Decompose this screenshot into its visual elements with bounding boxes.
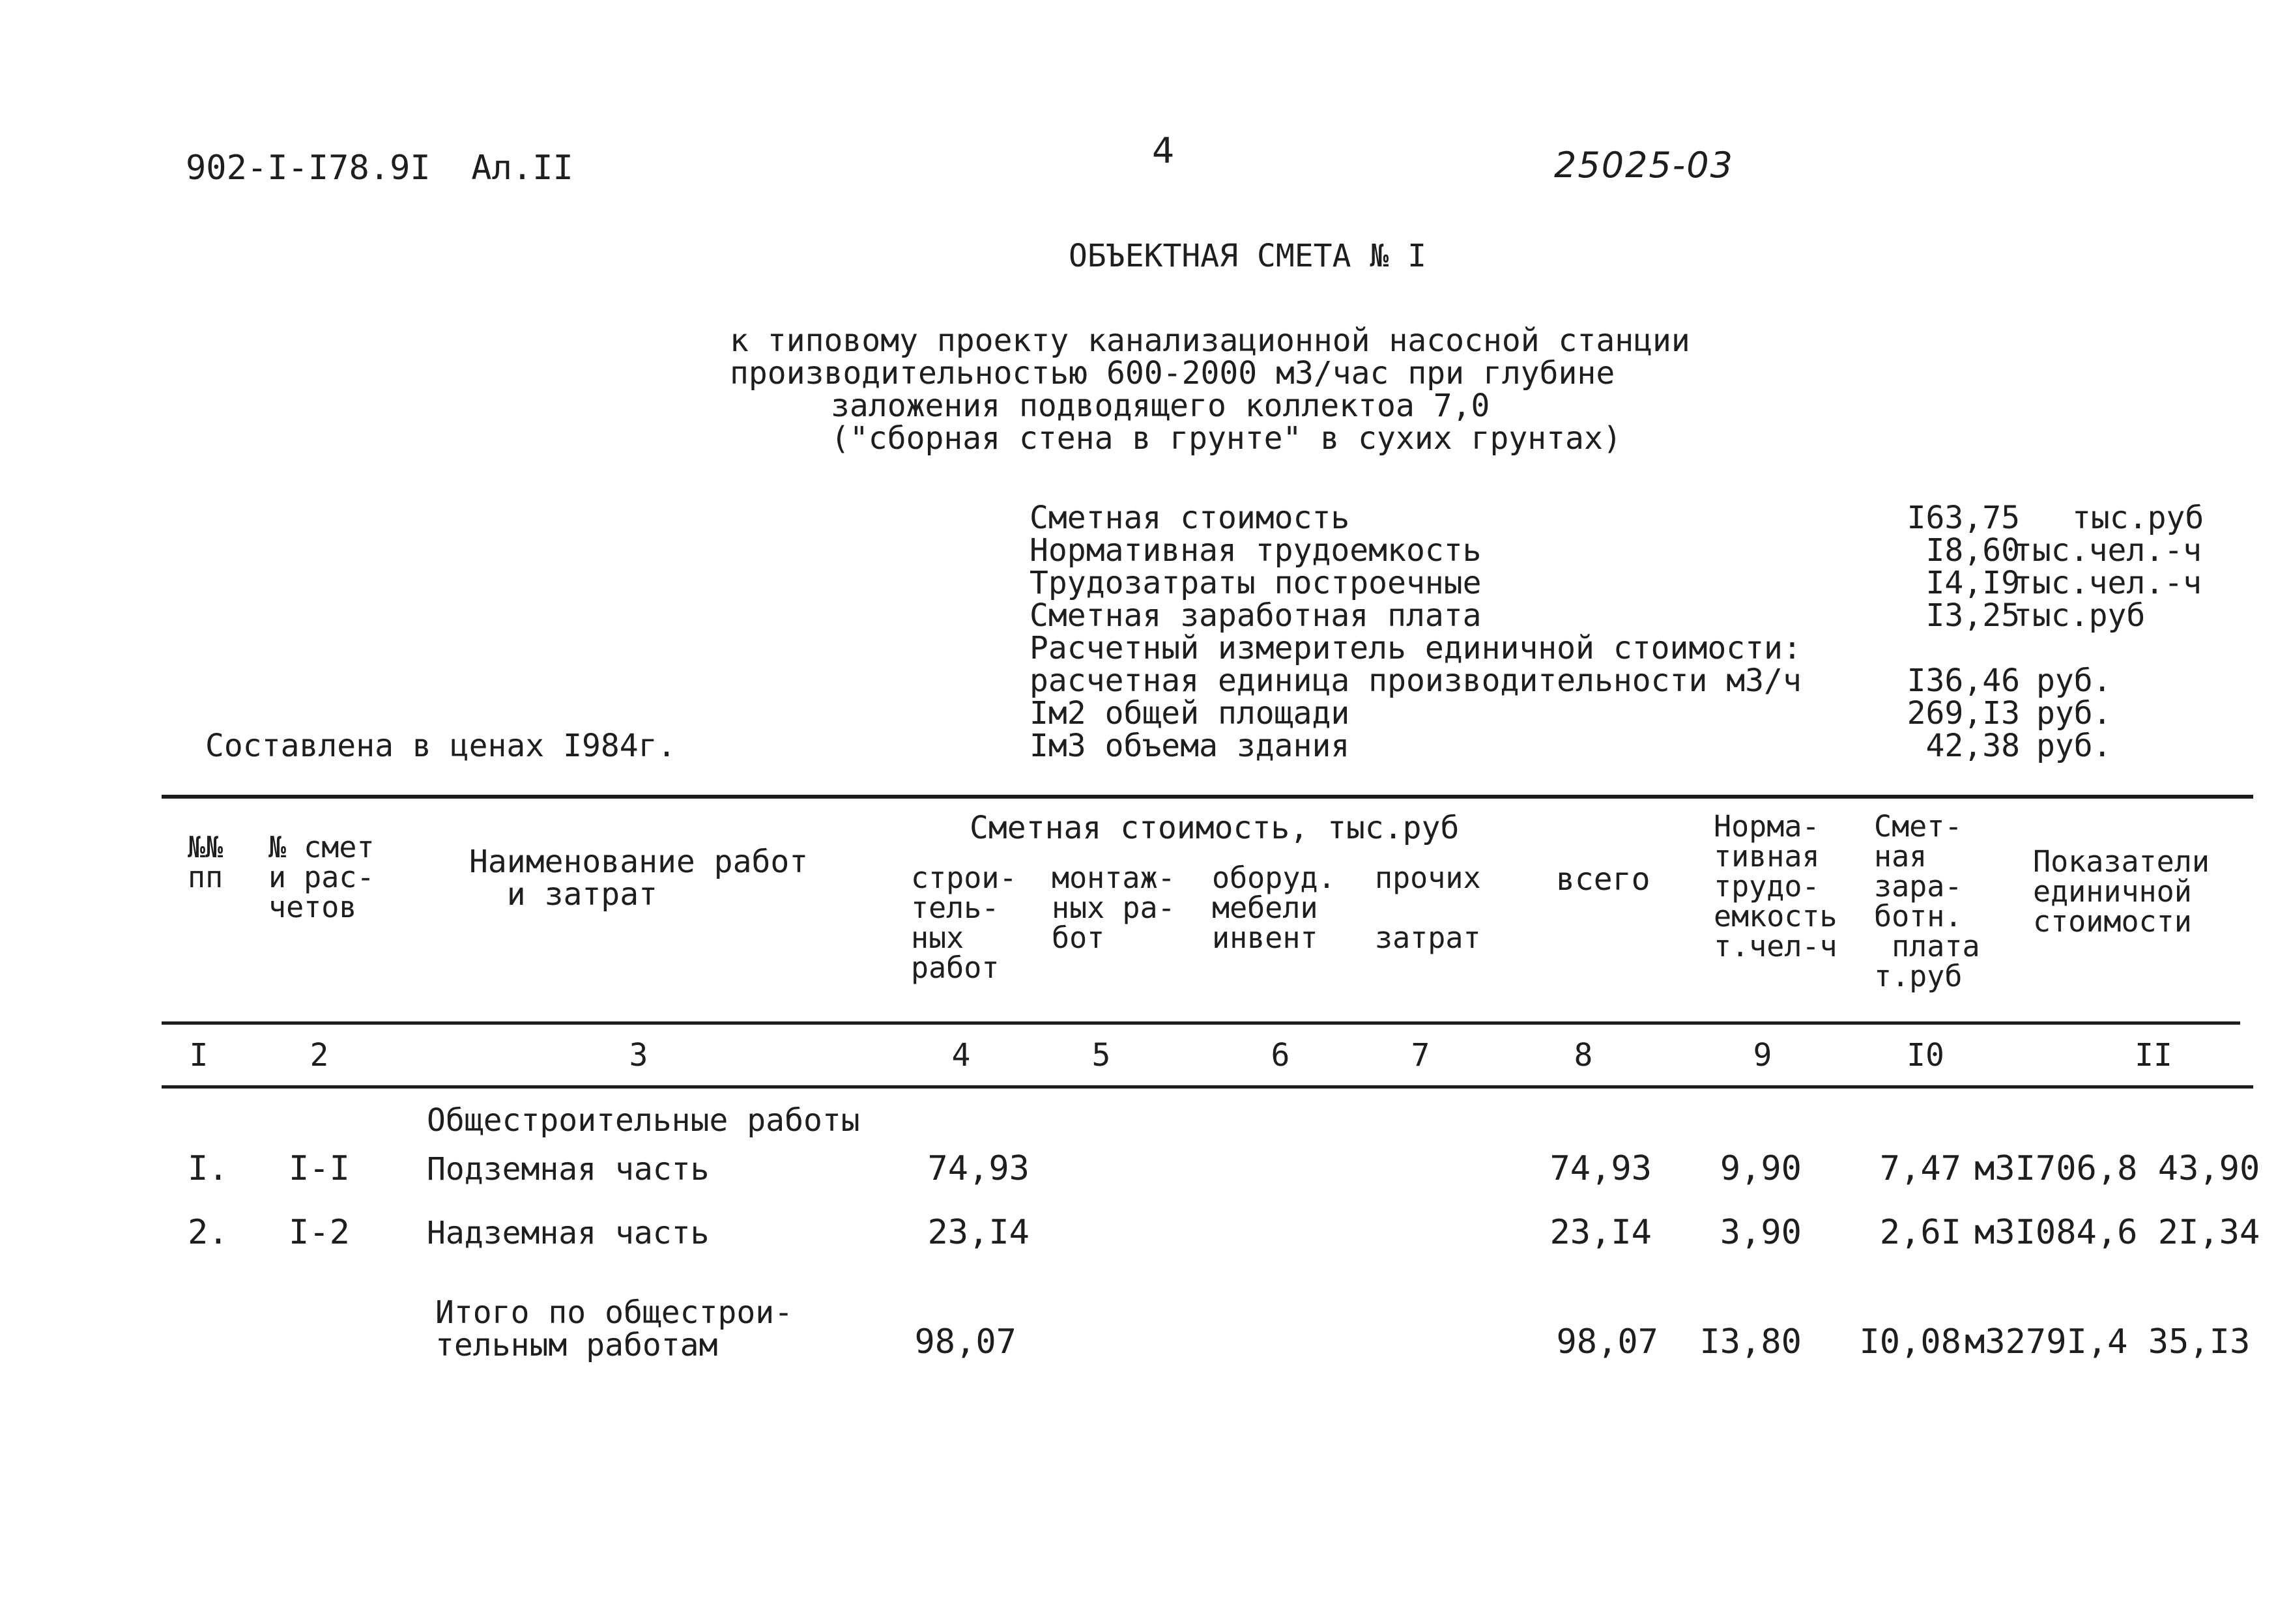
summary-unit: тыс.руб bbox=[2013, 597, 2146, 634]
work-name: Подземная часть bbox=[427, 1151, 710, 1188]
table-row bbox=[0, 1213, 2291, 1255]
totals-total-cost: 98,07 bbox=[1556, 1322, 1658, 1361]
subtitle-line-3: заложения подводящего коллектоа 7,0 bbox=[831, 388, 1490, 424]
column-number: I bbox=[189, 1037, 209, 1074]
column-number: 3 bbox=[629, 1037, 648, 1074]
summary-value: I4,I9 bbox=[1925, 565, 2020, 601]
summary-label: Трудозатраты построечные bbox=[1030, 565, 1482, 601]
labor-hours: 9,90 bbox=[1720, 1149, 1802, 1188]
construction-cost: 23,I4 bbox=[927, 1213, 1030, 1252]
summary-unit: руб. bbox=[2036, 695, 2112, 732]
unit-cost: м3I706,8 43,90 bbox=[1974, 1149, 2260, 1188]
column-number: 7 bbox=[1411, 1037, 1430, 1074]
header-equipment: оборуд. мебели инвент bbox=[1212, 861, 1336, 955]
header-other: прочих затрат bbox=[1375, 861, 1481, 955]
table-row bbox=[0, 1149, 2291, 1191]
calc-number: I-2 bbox=[289, 1213, 350, 1252]
summary-value: 269,I3 bbox=[1907, 695, 2020, 732]
summary-label: Сметная стоимость bbox=[1030, 500, 1350, 536]
summary-label: расчетная единица производительности м3/ч bbox=[1030, 662, 1802, 699]
unit-cost: м3I084,6 2I,34 bbox=[1974, 1213, 2260, 1252]
summary-label: Нормативная трудоемкость bbox=[1030, 532, 1482, 569]
column-number: 4 bbox=[951, 1037, 971, 1074]
total-cost: 74,93 bbox=[1549, 1149, 1652, 1188]
construction-cost: 74,93 bbox=[927, 1149, 1030, 1188]
page-number: 4 bbox=[1152, 130, 1176, 171]
column-number: I0 bbox=[1907, 1037, 1944, 1074]
total-cost: 23,I4 bbox=[1549, 1213, 1652, 1252]
column-number: 8 bbox=[1574, 1037, 1593, 1074]
header-wage: Смет- ная зара- ботн. плата т.руб bbox=[1874, 809, 1980, 993]
prices-note: Составлена в ценах I984г. bbox=[205, 728, 676, 764]
summary-unit: руб. bbox=[2036, 662, 2112, 699]
summary-label: Сметная заработная плата bbox=[1030, 597, 1482, 634]
header-row-number: №№ пп bbox=[188, 830, 223, 894]
summary-unit: руб. bbox=[2036, 728, 2112, 764]
summary-unit: тыс.чел.-ч bbox=[2013, 532, 2202, 569]
column-number: II bbox=[2135, 1037, 2172, 1074]
table-top-rule bbox=[162, 795, 2253, 799]
header-installation: монтаж- ных ра- бот bbox=[1052, 861, 1175, 955]
summary-value: I3,25 bbox=[1925, 597, 2020, 634]
column-number: 5 bbox=[1091, 1037, 1111, 1074]
summary-unit: тыс.чел.-ч bbox=[2013, 565, 2202, 601]
totals-label: Итого по общестрои- тельным работам bbox=[435, 1294, 794, 1363]
header-total: всего bbox=[1556, 861, 1650, 898]
summary-value: I8,60 bbox=[1925, 532, 2020, 569]
totals-wage-fund: I0,08 bbox=[1859, 1322, 1961, 1361]
summary-label: Iм3 объема здания bbox=[1030, 728, 1350, 764]
estimate-heading: ОБЪЕКТНАЯ СМЕТА № I bbox=[1069, 238, 1427, 274]
column-number: 2 bbox=[310, 1037, 329, 1074]
row-number: I. bbox=[188, 1149, 229, 1188]
summary-value: 42,38 bbox=[1925, 728, 2020, 764]
work-name: Надземная часть bbox=[427, 1215, 710, 1251]
document-code: 902-I-I78.9I Ал.II bbox=[186, 149, 573, 188]
labor-hours: 3,90 bbox=[1720, 1213, 1802, 1252]
header-cost-group: Сметная стоимость, тыс.руб bbox=[970, 810, 1460, 846]
totals-unit-cost: м3279I,4 35,I3 bbox=[1965, 1322, 2251, 1361]
summary-value: I63,75 bbox=[1907, 500, 2020, 536]
section-title: Общестроительные работы bbox=[427, 1102, 860, 1139]
summary-value: I36,46 bbox=[1907, 662, 2020, 699]
column-number: 9 bbox=[1753, 1037, 1772, 1074]
summary-label: Расчетный измеритель единичной стоимости: bbox=[1030, 630, 1802, 666]
row-number: 2. bbox=[188, 1213, 229, 1252]
header-construction: строи- тель- ных работ bbox=[911, 861, 1017, 985]
header-work-name: Наименование работ и затрат bbox=[469, 844, 809, 913]
header-bottom-rule bbox=[162, 1021, 2240, 1025]
subtitle-line-2: производительностью 600-2000 м3/час при глубине bbox=[730, 355, 1615, 392]
wage-fund: 7,47 bbox=[1879, 1149, 1961, 1188]
calc-number: I-I bbox=[289, 1149, 350, 1188]
stamp-number: 25025-03 bbox=[1554, 145, 1734, 186]
summary-unit: тыс.руб bbox=[2072, 500, 2204, 536]
subtitle-line-1: к типовому проекту канализационной насосной станции bbox=[730, 322, 1690, 359]
totals-labor-hours: I3,80 bbox=[1699, 1322, 1802, 1361]
column-number: 6 bbox=[1271, 1037, 1290, 1074]
subtitle-line-4: ("сборная стена в грунте" в сухих грунтах) bbox=[831, 420, 1622, 457]
header-unit-cost: Показатели единичной стоимости bbox=[2033, 844, 2210, 939]
totals-construction-cost: 98,07 bbox=[914, 1322, 1016, 1361]
column-numbers-rule bbox=[162, 1085, 2253, 1089]
header-calc-number: № смет и рас- четов bbox=[268, 830, 375, 924]
wage-fund: 2,6I bbox=[1879, 1213, 1961, 1252]
header-labor: Норма- тивная трудо- емкость т.чел-ч bbox=[1714, 809, 1837, 963]
summary-label: Iм2 общей площади bbox=[1030, 695, 1350, 732]
